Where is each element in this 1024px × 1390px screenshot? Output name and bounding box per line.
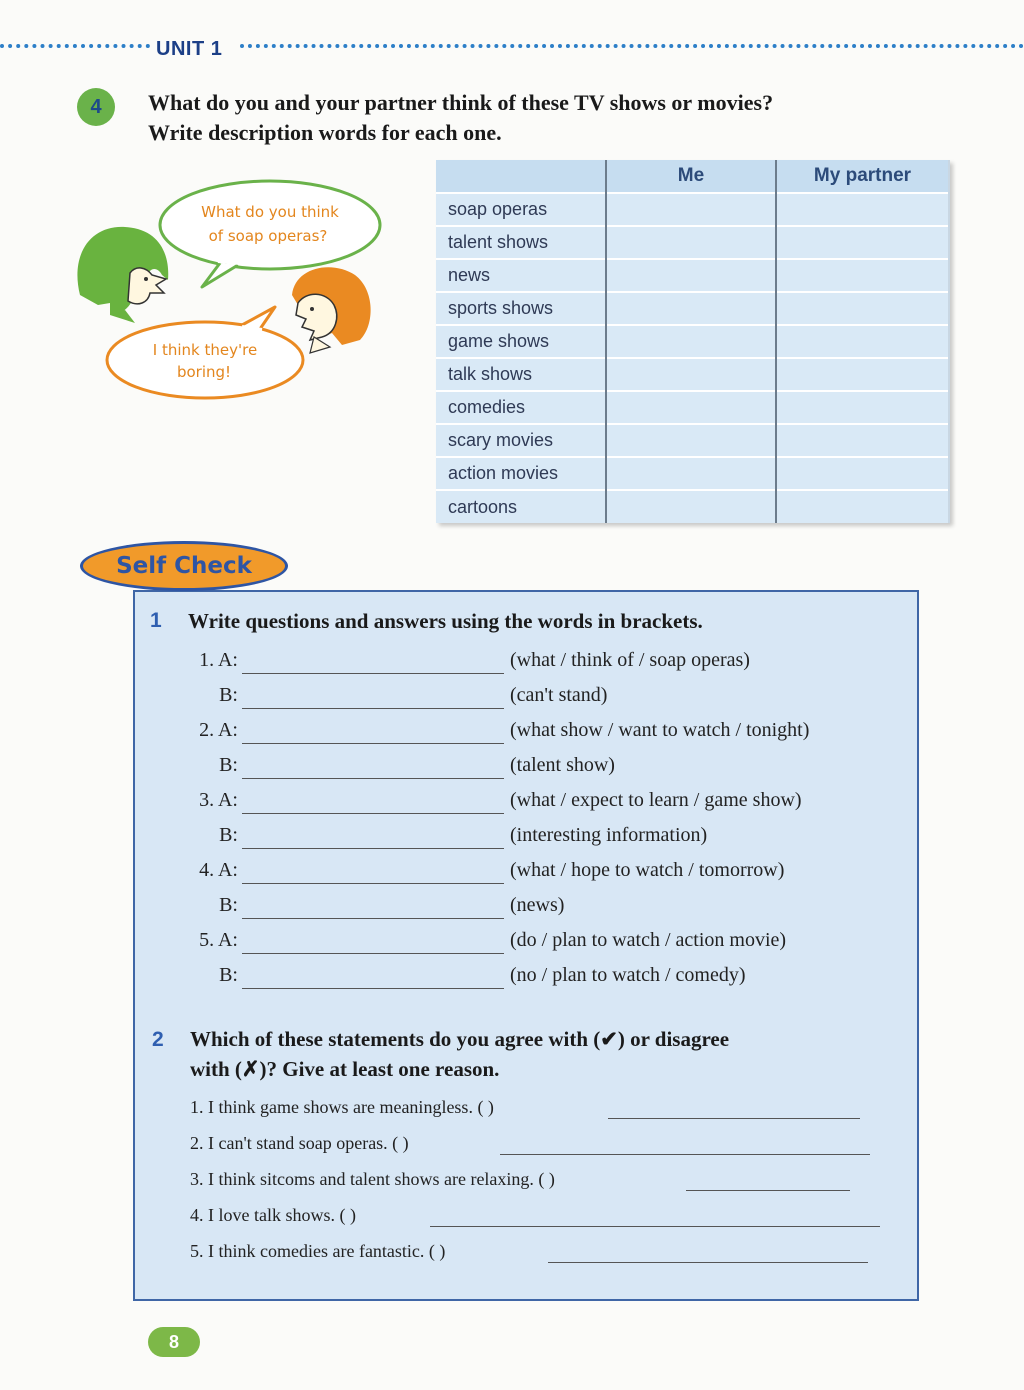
header-dotted-line-right — [240, 44, 1024, 48]
question-hint: (news) — [510, 894, 565, 916]
reason-blank[interactable] — [548, 1262, 868, 1263]
section1-title: Write questions and answers using the words in brackets. — [188, 609, 703, 633]
row-label: news — [436, 259, 606, 292]
row-label: cartoons — [436, 490, 606, 523]
question-row — [186, 649, 906, 679]
green-character-icon — [77, 227, 168, 323]
me-cell[interactable] — [606, 457, 776, 490]
question-hint: (can't stand) — [510, 684, 608, 706]
question-label: B: — [219, 824, 238, 846]
question-label: B: — [219, 964, 238, 986]
section2-number: 2 — [152, 1028, 164, 1051]
question-row — [186, 684, 906, 714]
table-row — [436, 325, 949, 358]
row-label: comedies — [436, 391, 606, 424]
conversation-illustration — [70, 175, 400, 405]
question-row — [186, 964, 906, 994]
exercise-title-line1: What do you and your partner think of these TV shows or movies? — [148, 90, 774, 115]
me-cell[interactable] — [606, 358, 776, 391]
table-row — [436, 358, 949, 391]
exercise-title-line2: Write description words for each one. — [148, 120, 502, 145]
statement-item: 5. I think comedies are fantastic. ( ) — [190, 1241, 446, 1261]
table-row — [436, 259, 949, 292]
table-row — [436, 391, 949, 424]
statement-item: 4. I love talk shows. ( ) — [190, 1205, 356, 1225]
table-header-row — [436, 160, 949, 193]
section1-number: 1 — [150, 609, 162, 632]
row-label: game shows — [436, 325, 606, 358]
table-row — [436, 457, 949, 490]
question-row — [186, 894, 906, 924]
me-cell[interactable] — [606, 259, 776, 292]
col-header-partner: My partner — [776, 160, 949, 193]
orange-character-icon — [292, 267, 371, 353]
me-cell[interactable] — [606, 424, 776, 457]
tv-shows-table — [436, 160, 950, 523]
statement-item: 3. I think sitcoms and talent shows are relaxing. ( ) — [190, 1169, 555, 1189]
question-row — [186, 929, 906, 959]
row-label: soap operas — [436, 193, 606, 226]
header-dotted-line-left — [0, 44, 150, 48]
partner-cell[interactable] — [776, 391, 949, 424]
question-label: B: — [219, 684, 238, 706]
question-hint: (talent show) — [510, 754, 615, 776]
question-hint: (what / hope to watch / tomorrow) — [510, 859, 785, 881]
question-hint: (what show / want to watch / tonight) — [510, 719, 810, 741]
partner-cell[interactable] — [776, 325, 949, 358]
section2-title — [190, 1024, 729, 1084]
question-line1: What do you think — [201, 203, 339, 221]
answer-line1: I think they're — [152, 341, 258, 359]
answer-blank[interactable] — [242, 953, 504, 954]
answer-line2: boring! — [176, 363, 232, 381]
me-cell[interactable] — [606, 490, 776, 523]
partner-cell[interactable] — [776, 457, 949, 490]
me-cell[interactable] — [606, 226, 776, 259]
me-cell[interactable] — [606, 391, 776, 424]
question-hint: (interesting information) — [510, 824, 708, 846]
col-header-me: Me — [606, 160, 776, 193]
me-cell[interactable] — [606, 292, 776, 325]
partner-cell[interactable] — [776, 226, 949, 259]
answer-blank[interactable] — [242, 673, 504, 674]
answer-blank[interactable] — [242, 708, 504, 709]
exercise-number-badge: 4 — [77, 88, 115, 126]
question-hint: (no / plan to watch / comedy) — [510, 964, 746, 986]
question-label: 2. A: — [199, 719, 238, 741]
question-hint: (what / think of / soap operas) — [510, 649, 750, 671]
partner-cell[interactable] — [776, 292, 949, 325]
reason-blank[interactable] — [608, 1118, 860, 1119]
section2-title-line2: with (✗)? Give at least one reason. — [190, 1057, 500, 1081]
section2-title-line1: Which of these statements do you agree with (✔) or disagree — [190, 1027, 730, 1051]
answer-blank[interactable] — [242, 988, 504, 989]
exercise-title — [148, 88, 928, 148]
answer-blank[interactable] — [242, 918, 504, 919]
table-row — [436, 226, 949, 259]
row-label: scary movies — [436, 424, 606, 457]
row-label: talk shows — [436, 358, 606, 391]
question-line2: of soap operas? — [208, 227, 328, 245]
question-row — [186, 719, 906, 749]
row-label: sports shows — [436, 292, 606, 325]
table-row — [436, 292, 949, 325]
question-row — [186, 789, 906, 819]
statement-item: 2. I can't stand soap operas. ( ) — [190, 1133, 409, 1153]
partner-cell[interactable] — [776, 358, 949, 391]
me-cell[interactable] — [606, 325, 776, 358]
answer-blank[interactable] — [242, 743, 504, 744]
page-number: 8 — [148, 1327, 200, 1357]
row-label: talent shows — [436, 226, 606, 259]
reason-blank[interactable] — [500, 1154, 870, 1155]
question-label: 4. A: — [199, 859, 238, 881]
question-hint: (do / plan to watch / action movie) — [510, 929, 787, 951]
question-label: B: — [219, 894, 238, 916]
question-hint: (what / expect to learn / game show) — [510, 789, 802, 811]
partner-cell[interactable] — [776, 193, 949, 226]
question-row — [186, 754, 906, 784]
answer-blank[interactable] — [242, 813, 504, 814]
unit-label: UNIT 1 — [156, 38, 223, 60]
reason-blank[interactable] — [686, 1190, 850, 1191]
partner-cell[interactable] — [776, 424, 949, 457]
question-row — [186, 824, 906, 854]
row-label: action movies — [436, 457, 606, 490]
question-label: 3. A: — [199, 789, 238, 811]
table-corner-cell — [436, 160, 606, 193]
self-check-badge: Self Check — [80, 541, 288, 591]
question-label: B: — [219, 754, 238, 776]
table-row — [436, 424, 949, 457]
partner-cell[interactable] — [776, 490, 949, 523]
me-cell[interactable] — [606, 193, 776, 226]
question-label: 1. A: — [199, 649, 238, 671]
answer-blank[interactable] — [242, 848, 504, 849]
answer-blank[interactable] — [242, 778, 504, 779]
question-label: 5. A: — [199, 929, 238, 951]
reason-blank[interactable] — [430, 1226, 880, 1227]
partner-cell[interactable] — [776, 259, 949, 292]
question-row — [186, 859, 906, 889]
statement-item: 1. I think game shows are meaningless. ( ) — [190, 1097, 494, 1117]
table-row — [436, 490, 949, 523]
answer-blank[interactable] — [242, 883, 504, 884]
answer-speech-bubble — [107, 307, 303, 398]
table-row — [436, 193, 949, 226]
